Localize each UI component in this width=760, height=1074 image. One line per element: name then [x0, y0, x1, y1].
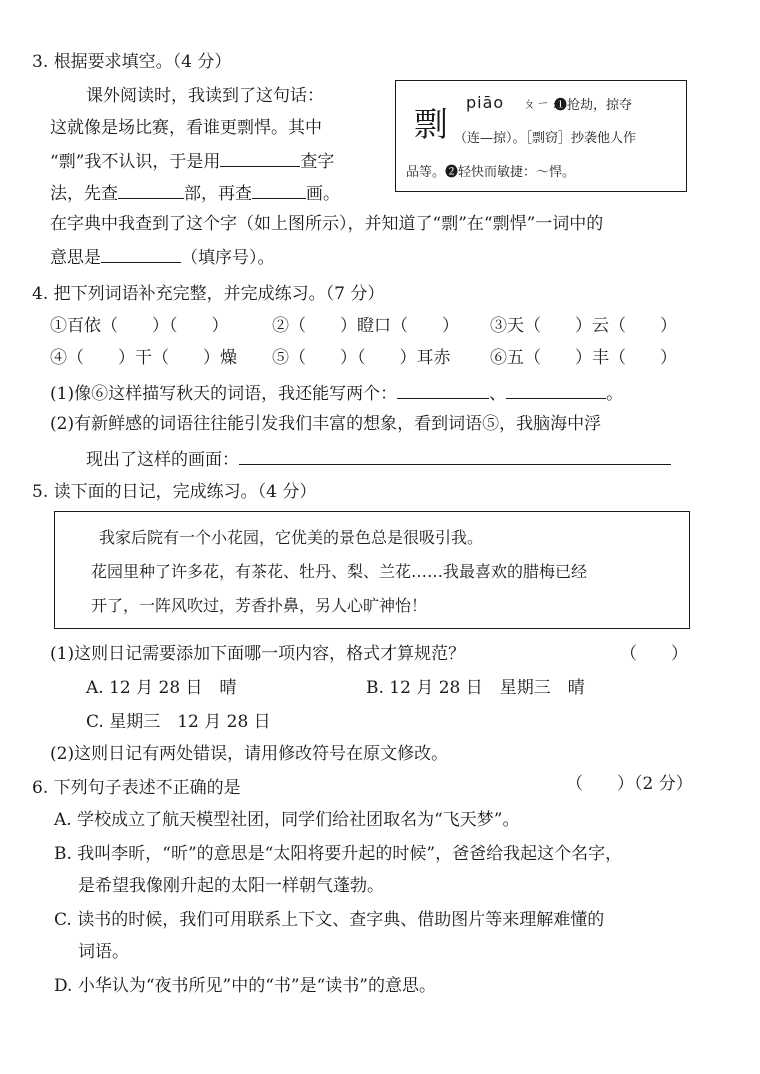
- q5-part-1: (1)这则日记需要添加下面哪一项内容，格式才算规范？: [50, 644, 466, 664]
- q3-line-5: 在字典中我查到了这个字（如上图所示），并知道了“剽”在“剽悍”一词中的: [50, 214, 604, 234]
- q6-option-a: A. 学校成立了航天模型社团，同学们给社团取名为“飞天梦”。: [54, 810, 520, 830]
- q6-option-d: D. 小华认为“夜书所见”中的“书”是“读书”的意思。: [54, 976, 436, 996]
- q5-part-1-answer-bracket[interactable]: （ ）: [620, 644, 688, 664]
- q4-part-1: (1)像⑥这样描写秋天的词语，我还能写两个： 、 。: [50, 380, 623, 406]
- diary-line-2: 花园里种了许多花，有茶花、牡丹、梨、兰花……我最喜欢的腊梅已经: [91, 562, 588, 581]
- q4-item-2: ②（ ）瞪口（ ）: [272, 316, 459, 336]
- q5-option-c: C. 星期三 12 月 28 日: [86, 712, 271, 732]
- q4-item-3: ③天（ ）云（ ）: [490, 316, 677, 336]
- autumn-word-blank-2[interactable]: [506, 380, 606, 399]
- q4-item-6: ⑥五（ ）丰（ ）: [490, 348, 677, 368]
- q6-option-b-line-1: B. 我叫李昕，“昕”的意思是“太阳将要升起的时候”，爸爸给我起这个名字，: [54, 844, 623, 864]
- q5-option-a: A. 12 月 28 日 晴: [86, 678, 237, 698]
- radical-blank[interactable]: [118, 180, 184, 199]
- dictionary-definition-1b: （连—掠）。［剽窃］抄袭他人作: [454, 131, 637, 146]
- q3-line-3: “剽”我不认识，于是用 查字: [50, 148, 334, 174]
- diary-line-1: 我家后院有一个小花园，它优美的景色总是很吸引我。: [99, 528, 484, 547]
- dictionary-pinyin: piāo ㄆㄧㄠ: [466, 93, 565, 112]
- q3-line-6: 意思是 （填序号）。: [50, 244, 275, 270]
- q4-title: 4. 把下列词语补充完整，并完成练习。（7 分）: [32, 284, 385, 304]
- q4-item-5: ⑤（ ）（ ）耳赤: [272, 348, 451, 368]
- dictionary-character: 剽: [414, 105, 448, 145]
- q6-option-b-line-2: 是希望我像刚升起的太阳一样朝气蓬勃。: [78, 876, 384, 896]
- q4-part-2-line-2: 现出了这样的画面：: [86, 446, 671, 472]
- meaning-number-blank[interactable]: [101, 244, 181, 263]
- q3-line-1: 课外阅读时，我读到了这句话：: [86, 86, 324, 106]
- q6-answer-bracket[interactable]: （ ）（2 分）: [566, 774, 693, 794]
- stroke-count-blank[interactable]: [252, 180, 306, 199]
- q4-item-1: ①百依（ ）（ ）: [50, 316, 229, 336]
- autumn-word-blank-1[interactable]: [397, 380, 489, 399]
- lookup-method-blank[interactable]: [220, 148, 300, 167]
- dictionary-entry-box: [395, 80, 687, 192]
- q5-title: 5. 读下面的日记，完成练习。（4 分）: [32, 482, 317, 502]
- dictionary-zhuyin: ㄆㄧㄠ: [522, 97, 565, 112]
- q6-title: 6. 下列句子表述不正确的是: [32, 778, 241, 798]
- q6-option-c-line-2: 词语。: [78, 942, 129, 962]
- diary-box: [54, 511, 690, 629]
- q5-option-b: B. 12 月 28 日 星期三 晴: [366, 678, 585, 698]
- dictionary-definition-1a: ❶抢劫，掠夺: [554, 98, 633, 113]
- q6-option-c-line-1: C. 读书的时候，我们可用联系上下文、查字典、借助图片等来理解难懂的: [54, 910, 605, 930]
- dictionary-definition-1c: 品等。❷轻快而敏捷：～悍。: [406, 165, 576, 180]
- q4-item-4: ④（ ）干（ ）燥: [50, 348, 237, 368]
- diary-line-3: 开了，一阵风吹过，芳香扑鼻，另人心旷神怡！: [91, 596, 428, 615]
- q3-title: 3. 根据要求填空。（4 分）: [32, 52, 232, 72]
- q4-part-2-line-1: (2)有新鲜感的词语往往能引发我们丰富的想象，看到词语⑤，我脑海中浮: [50, 414, 602, 434]
- q3-line-2: 这就像是场比赛，看谁更剽悍。其中: [50, 118, 322, 138]
- q3-line-4: 法，先查 部，再查 画。: [50, 180, 340, 206]
- imagined-scene-blank[interactable]: [239, 446, 671, 465]
- q5-part-2: (2)这则日记有两处错误，请用修改符号在原文修改。: [50, 744, 449, 764]
